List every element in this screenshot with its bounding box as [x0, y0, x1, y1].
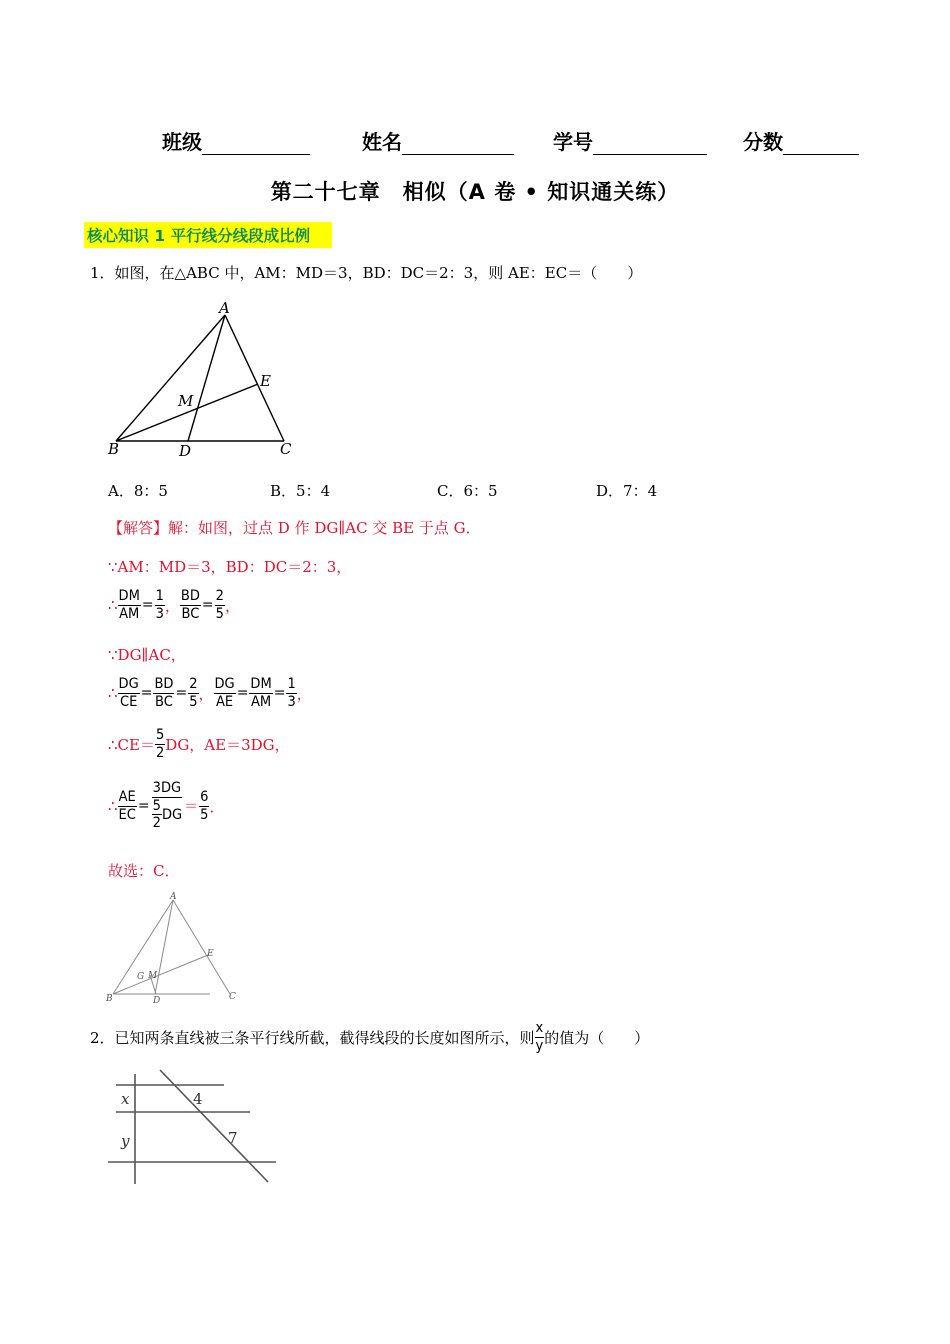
label2-B: B — [106, 994, 113, 1004]
label2-C: C — [229, 992, 236, 1002]
label-7: 7 — [228, 1129, 238, 1147]
triangle-figure-2 — [100, 890, 250, 1005]
solution-parallel: ∵DG∥AC， — [108, 646, 186, 664]
question-1-stem: 1．如图，在△ABC 中，AM：MD＝3，BD：DC＝2：3，则 AE：EC＝（ ） — [90, 264, 643, 282]
option-b[interactable]: B．5：4 — [270, 482, 331, 500]
class-blank[interactable] — [202, 134, 310, 155]
label-E: E — [260, 372, 271, 390]
class-field: 班级 — [162, 126, 310, 155]
solution-given: ∵AM：MD＝3，BD：DC＝2：3， — [108, 558, 352, 576]
option-a[interactable]: A．8：5 — [108, 482, 168, 500]
label-y: y — [121, 1132, 130, 1150]
number-field: 学号 — [553, 126, 707, 155]
name-field: 姓名 — [362, 126, 514, 155]
label-C: C — [280, 440, 292, 458]
label2-M: M — [148, 971, 158, 981]
option-c[interactable]: C．6：5 — [437, 482, 498, 500]
label2-D: D — [153, 996, 161, 1005]
label-M: M — [178, 392, 194, 410]
label-x: x — [121, 1090, 130, 1108]
label-4: 4 — [193, 1090, 203, 1108]
label-D: D — [179, 442, 192, 460]
solution-step-similar: ∴ $\frac{DG}{CE}$ = $\frac{BD}{BC}$ = $\frac{2}{5}$ ， $\frac{DG}{AE}$ = $\frac{DM}{AM}$ = $\frac{1}{3}$ ， — [108, 676, 312, 710]
option-d[interactable]: D．7：4 — [596, 482, 658, 500]
solution-step-expressions: ∴CE＝ $\frac{5}{2}$ DG，AE＝3DG， — [108, 727, 290, 761]
triangle-figure-1 — [104, 296, 304, 462]
solution-intro: 【解答】解：如图，过点 D 作 DG∥AC 交 BE 于点 G． — [108, 519, 481, 537]
label2-E: E — [207, 949, 214, 959]
solution-answer: 故选：C． — [108, 862, 180, 880]
score-blank[interactable] — [783, 134, 859, 155]
name-blank[interactable] — [402, 134, 514, 155]
parallel-lines-figure — [104, 1066, 284, 1186]
solution-step-result: ∴ $\frac{AE}{EC}$ = 3DG $\frac{5}{2}$ DG ＝ $\frac{6}{5}$ ． — [108, 780, 225, 832]
label-A: A — [219, 299, 230, 317]
solution-step-ratios: ∴ $\frac{DM}{AM}$ = $\frac{1}{3}$ ， $\frac{BD}{BC}$ = $\frac{2}{5}$ ， — [108, 588, 240, 622]
section-heading: 核心知识 1 平行线分线段成比例 — [84, 222, 332, 248]
label-B: B — [108, 440, 120, 458]
number-blank[interactable] — [593, 134, 707, 155]
question-2-stem: 2．已知两条直线被三条平行线所截，截得线段的长度如图所示，则 $\frac{x}{y}$ 的值为（ ） — [90, 1020, 650, 1054]
label2-A: A — [170, 892, 177, 902]
score-field: 分数 — [743, 126, 859, 155]
page-title: 第二十七章 相似（A 卷 • 知识通关练） — [270, 180, 680, 204]
label2-G: G — [137, 972, 145, 982]
